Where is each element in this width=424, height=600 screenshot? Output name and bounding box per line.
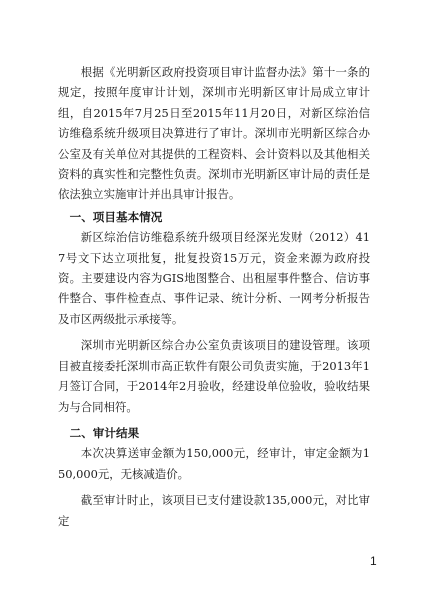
paragraph-audit-amount: 本次决算送审金额为150,000元，经审计，审定金额为150,000元，无核减造价。 — [58, 446, 370, 481]
document-body — [58, 62, 370, 531]
section-heading-project-overview: 一、项目基本情况 — [69, 209, 163, 224]
paragraph-intro: 根据《光明新区政府投资项目审计监督办法》第十一条的规定，按照年度审计计划，深圳市光明新区审计局成立审计组，自2015年7月25日至2015年11月20日，对新区综治信访维稳系统升级项目决算进行了审计。深圳市光明新区综合办公室及有关单位对其提供的工程资料、会计资料以及其他相关资料的真实性和完整性负责。深圳市光明新区审计局的责任是依法独立实施审计并出具审计报告。 — [58, 65, 370, 202]
paragraph-payment-status: 截至审计时止，该项目已支付建设款135,000元，对比审定 — [58, 493, 370, 528]
section-heading-audit-results: 二、审计结果 — [69, 425, 140, 440]
page-number: 1 — [370, 554, 377, 568]
paragraph-project-approval: 新区综治信访维稳系统升级项目经深光发财（2012）417号文下达立项批复，批复投资15万元，资金来源为政府投资。主要建设内容为GIS地图整合、出租屋事件整合、信访事件整合、事件检查点、事件记录、统计分析、一网考分析报告及市区两级批示承接等。 — [58, 230, 370, 326]
paragraph-project-management: 深圳市光明新区综合办公室负责该项目的建设管理。该项目被直接委托深圳市高正软件有限公司负责实施，于2013年1月签订合同，于2014年2月验收，经建设单位验收，验收结果为与合同相符。 — [58, 338, 370, 414]
